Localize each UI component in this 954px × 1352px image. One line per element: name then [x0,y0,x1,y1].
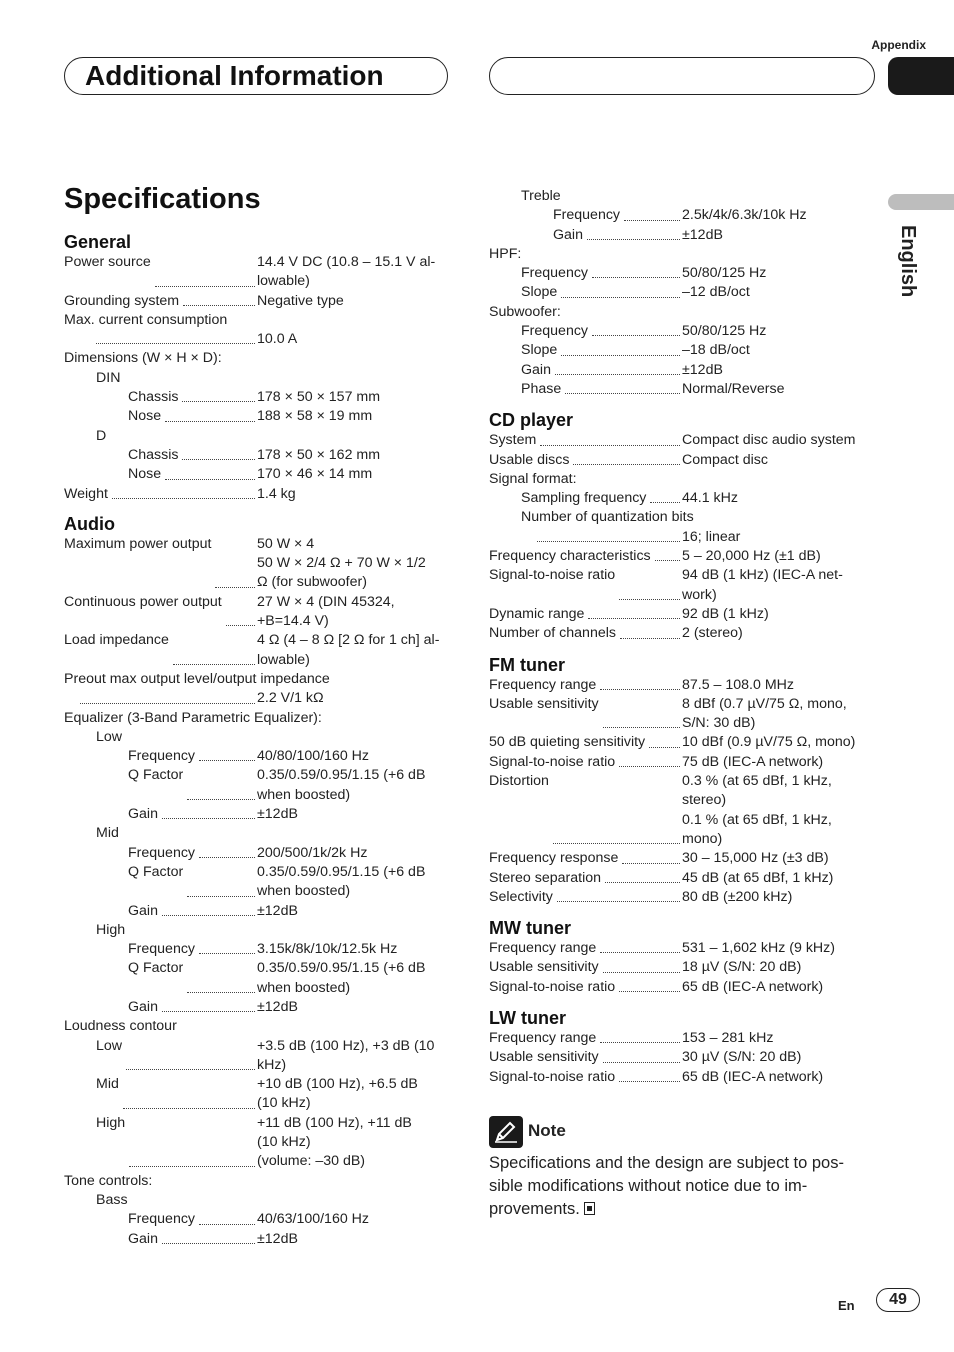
spec-row-fm-distortion: Distortion 0.3 % (at 65 dBf, 1 kHz, stereo) 0.1 % (at 65 dBf, 1 kHz, mono) [489,773,832,847]
spec-row-d-chassis: Chassis 178 × 50 × 162 mm [128,446,381,463]
spec-row-sampling: Sampling frequency 44.1 kHz [521,490,738,507]
spec-row-loudness-high: High +11 dB (100 Hz), +11 dB (10 kHz) (volume: –30 dB) [96,1114,412,1170]
spec-row-channels: Number of channels 2 (stereo) [489,625,743,642]
spec-label-eq-low: Low [96,728,123,745]
spec-label-din: DIN [96,369,121,386]
spec-row-low-q: Q Factor 0.35/0.59/0.95/1.15 (+6 dB when boosted) [128,767,426,803]
spec-row-dynamic-range: Dynamic range 92 dB (1 kHz) [489,605,769,622]
section-heading-fm-tuner: FM tuner [489,654,565,675]
spec-row-mw-sensitivity: Usable sensitivity 18 µV (S/N: 20 dB) [489,959,802,976]
spec-row-lw-sensitivity: Usable sensitivity 30 µV (S/N: 20 dB) [489,1049,802,1066]
language-tab-marker [888,194,954,210]
spec-row-cd-discs: Usable discs Compact disc [489,451,768,468]
section-heading-mw-tuner: MW tuner [489,918,571,939]
spec-row-mid-frequency: Frequency 200/500/1k/2k Hz [128,844,368,861]
spec-row-fm-snr: Signal-to-noise ratio 75 dB (IEC-A network) [489,753,824,770]
spec-row-sub-phase: Phase Normal/Reverse [521,380,785,397]
spec-row-high-gain: Gain ±12dB [128,998,298,1015]
spec-row-sub-frequency: Frequency 50/80/125 Hz [521,323,767,340]
spec-row-preout: 2.2 V/1 kΩ [64,689,456,708]
spec-row-lw-range: Frequency range 153 – 281 kHz [489,1029,774,1046]
spec-row-sub-slope: Slope –18 dB/oct [521,342,750,359]
section-heading-cd-player: CD player [489,410,574,431]
note-label: Note [528,1121,566,1140]
spec-row-freq-characteristics: Frequency characteristics 5 – 20,000 Hz (±1 dB) [489,548,821,565]
spec-row-max-current: 10.0 A [64,330,456,349]
spec-label-dimensions: Dimensions (W × H × D): [64,350,222,367]
header-empty-box [489,57,875,95]
spec-row-fm-quieting: 50 dB quieting sensitivity 10 dBf (0.9 µV/75 Ω, mono) [489,734,856,751]
spec-label-loudness: Loudness contour [64,1018,177,1035]
spec-row-bass-gain: Gain ±12dB [128,1230,298,1247]
spec-label-d: D [96,427,107,444]
spec-row-fm-range: Frequency range 87.5 – 108.0 MHz [489,676,794,693]
spec-label-max-current: Max. current consumption [64,311,228,328]
spec-row-mw-snr: Signal-to-noise ratio 65 dB (IEC-A network) [489,978,824,995]
spec-row-high-q: Q Factor 0.35/0.59/0.95/1.15 (+6 dB when boosted) [128,960,426,996]
header-title-box [64,57,448,95]
spec-row-bass-frequency: Frequency 40/63/100/160 Hz [128,1211,370,1228]
spec-row-treble-frequency: Frequency 2.5k/4k/6.3k/10k Hz [553,207,807,224]
spec-row-fm-response: Frequency response 30 – 15,000 Hz (±3 dB) [489,850,829,867]
spec-row-d-nose: Nose 170 × 46 × 14 mm [128,466,373,483]
spec-label-equalizer: Equalizer (3-Band Parametric Equalizer): [64,709,322,726]
spec-row-max-power: Maximum power output 50 W × 4 50 W × 2/4 Ω + 70 W × 1/2 Ω (for subwoofer) [64,535,426,591]
spec-row-loudness-mid: Mid +10 dB (100 Hz), +6.5 dB (10 kHz) [96,1076,418,1112]
header-title: Additional Information [85,60,384,91]
spec-row-hpf-slope: Slope –12 dB/oct [521,284,750,301]
section-heading-general: General [64,232,132,252]
language-code: En [838,1298,855,1313]
page-title: Specifications [64,183,261,215]
left-column [64,227,456,1249]
spec-label-eq-mid: Mid [96,825,119,842]
spec-row-din-chassis: Chassis 178 × 50 × 157 mm [128,389,381,406]
spec-label-bass: Bass [96,1191,128,1208]
spec-row-weight: Weight 1.4 kg [64,485,296,502]
spec-row-grounding: Grounding system Negative type [64,292,344,309]
spec-row-mw-range: Frequency range 531 – 1,602 kHz (9 kHz) [489,940,835,957]
spec-row-treble-gain: Gain ±12dB [553,226,723,243]
spec-label-treble: Treble [521,188,561,204]
language-tab-label: English [897,225,919,298]
spec-row-loudness-low: Low +3.5 dB (100 Hz), +3 dB (10 kHz) [96,1037,435,1073]
spec-row-din-nose: Nose 188 × 58 × 19 mm [128,408,373,425]
spec-row-quantization: 16; linear [489,528,881,547]
page-number: 49 [876,1288,920,1312]
spec-label-preout: Preout max output level/output impedance [64,670,330,687]
section-label: Appendix [871,38,926,52]
spec-label-tone-controls: Tone controls: [64,1172,153,1189]
spec-label-hpf: HPF: [489,245,522,262]
spec-label-subwoofer: Subwoofer: [489,303,561,320]
spec-row-fm-stereo-separation: Stereo separation 45 dB (at 65 dBf, 1 kHz) [489,869,834,886]
spec-row-sub-gain: Gain ±12dB [521,361,723,378]
spec-row-lw-snr: Signal-to-noise ratio 65 dB (IEC-A network) [489,1068,824,1085]
section-heading-lw-tuner: LW tuner [489,1007,566,1028]
spec-label-signal-format: Signal format: [489,470,577,487]
header-black-tab [888,57,954,95]
spec-row-fm-selectivity: Selectivity 80 dB (±200 kHz) [489,888,793,905]
spec-row-cd-system: System Compact disc audio system [489,432,856,449]
note-text: Specifications and the design are subject to pos- sible modifications without notice due to im- provements. [489,1154,844,1218]
spec-row-low-frequency: Frequency 40/80/100/160 Hz [128,748,370,765]
end-mark-icon [584,1202,595,1215]
spec-label-quantization: Number of quantization bits [521,509,694,526]
spec-row-high-frequency: Frequency 3.15k/8k/10k/12.5k Hz [128,941,398,958]
spec-row-mid-gain: Gain ±12dB [128,902,298,919]
spec-row-hpf-frequency: Frequency 50/80/125 Hz [521,265,767,282]
right-column [489,187,881,1087]
spec-row-continuous-power: Continuous power output 27 W × 4 (DIN 45324, +B=14.4 V) [64,593,395,630]
spec-label-eq-high: High [96,921,126,938]
spec-row-cd-snr: Signal-to-noise ratio 94 dB (1 kHz) (IEC-A net- work) [489,567,843,603]
spec-row-load-impedance: Load impedance 4 Ω (4 – 8 Ω [2 Ω for 1 ch] al- lowable) [64,632,440,668]
note-pencil-icon [489,1116,523,1148]
spec-row-power-source: Power source 14.4 V DC (10.8 – 15.1 V al- lowable) [64,254,436,290]
spec-row-fm-sensitivity: Usable sensitivity 8 dBf (0.7 µV/75 Ω, mono, S/N: 30 dB) [489,695,847,732]
section-heading-audio: Audio [64,513,115,534]
spec-row-mid-q: Q Factor 0.35/0.59/0.95/1.15 (+6 dB when boosted) [128,863,426,900]
spec-row-low-gain: Gain ±12dB [128,806,298,823]
